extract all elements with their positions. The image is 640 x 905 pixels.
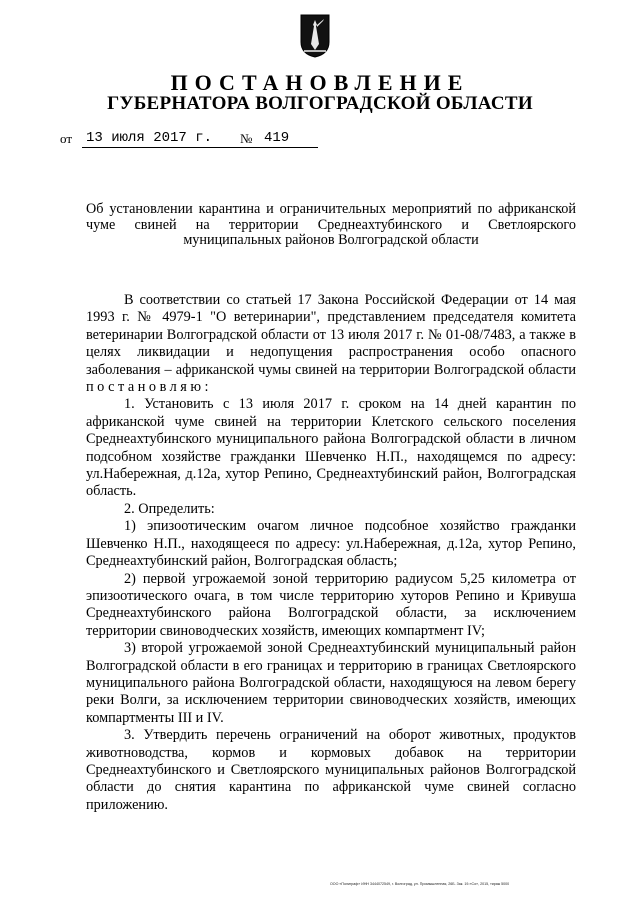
date-label: от bbox=[60, 131, 73, 146]
date-value: 13 июля 2017 г. bbox=[86, 130, 213, 146]
date-underline bbox=[82, 147, 284, 148]
number-underline bbox=[260, 147, 318, 148]
document-subject: Об установлении карантина и ограничительных мероприятий по африканской чуме свиней на территории Среднеахтубинского и Светлоярского муниципальных районов Волгоградской области bbox=[86, 201, 576, 248]
paragraph-1: 1. Установить с 13 июля 2017 г. сроком на 14 дней карантин по африканской чуме свиней на территории Клетского сельского поселения Среднеахтубинского муниципального района Волгоградской области в личном подсобном хозяйстве гражданки Шевченко Н.П., находящемся по адресу: ул.Набережная, д.12а, хутор Репино, Среднеахтубинский район, Волгоградская область. bbox=[86, 396, 576, 500]
resolve-word: постановляю: bbox=[86, 379, 212, 396]
paragraph-3: 3. Утвердить перечень ограничений на оборот животных, продуктов животноводства, кормов и кормовых добавок на территории Среднеахтубинского и Светлоярского муниципальных районов Волгоградской области до снятия карантина по африканской чуме свиней согласно приложению. bbox=[86, 727, 576, 813]
number-label: № bbox=[240, 131, 253, 146]
number-value: 419 bbox=[264, 130, 290, 146]
paragraph-2: 2. Определить: bbox=[124, 500, 215, 517]
document-type-title: ПОСТАНОВЛЕНИЕ bbox=[170, 70, 470, 95]
intro-text: В соответствии со статьей 17 Закона Российской Федерации от 14 мая 1993 г. № 4979-1 "О ветеринарии", представлением председателя комитета ветеринарии Волгоградской области от 13 июля 2017 г. № 01-08/7483, а также в целях ликвидации и недопущения распространения особо опасного заболевания – африканской чумы свиней на территории Волгоградской области bbox=[86, 292, 576, 378]
issuer-title: ГУБЕРНАТОРА ВОЛГОГРАДСКОЙ ОБЛАСТИ bbox=[107, 93, 533, 114]
date-number-row bbox=[60, 128, 480, 150]
paragraph-2-item-2: 2) первой угрожаемой зоной территорию радиусом 5,25 километра от эпизоотического очага, в том числе территорию хуторов Репино и Кривуша Среднеахтубинского района Волгоградской области, за исключением территории свиноводческих хозяйств, имеющих компартмент IV; bbox=[86, 570, 576, 639]
paragraph-2-item-3: 3) второй угрожаемой зоной Среднеахтубинский муниципальный район Волгоградской области в его границах и территорию в границах Светлоярского муниципального района Волгоградской области, находящуюся на левом берегу реки Волги, за исключением территории свиноводческих хозяйств, имеющих компартменты III и IV. bbox=[86, 640, 576, 726]
coat-of-arms-icon bbox=[300, 14, 330, 58]
document-body bbox=[86, 292, 576, 814]
paragraph-2-item-1: 1) эпизоотическим очагом личное подсобное хозяйство гражданки Шевченко Н.П., находящееся по адресу: ул.Набережная, д.12а, хутор Репино, Среднеахтубинский район, Волгоградская область; bbox=[86, 518, 576, 570]
intro-paragraph bbox=[86, 292, 576, 396]
printer-imprint: ООО «Полиграф» ИНН 3444072549, г. Волгоград, ул. Промышленная, 26Б. Зак. 19-«Со», 2015, тираж 5000 bbox=[330, 882, 510, 886]
